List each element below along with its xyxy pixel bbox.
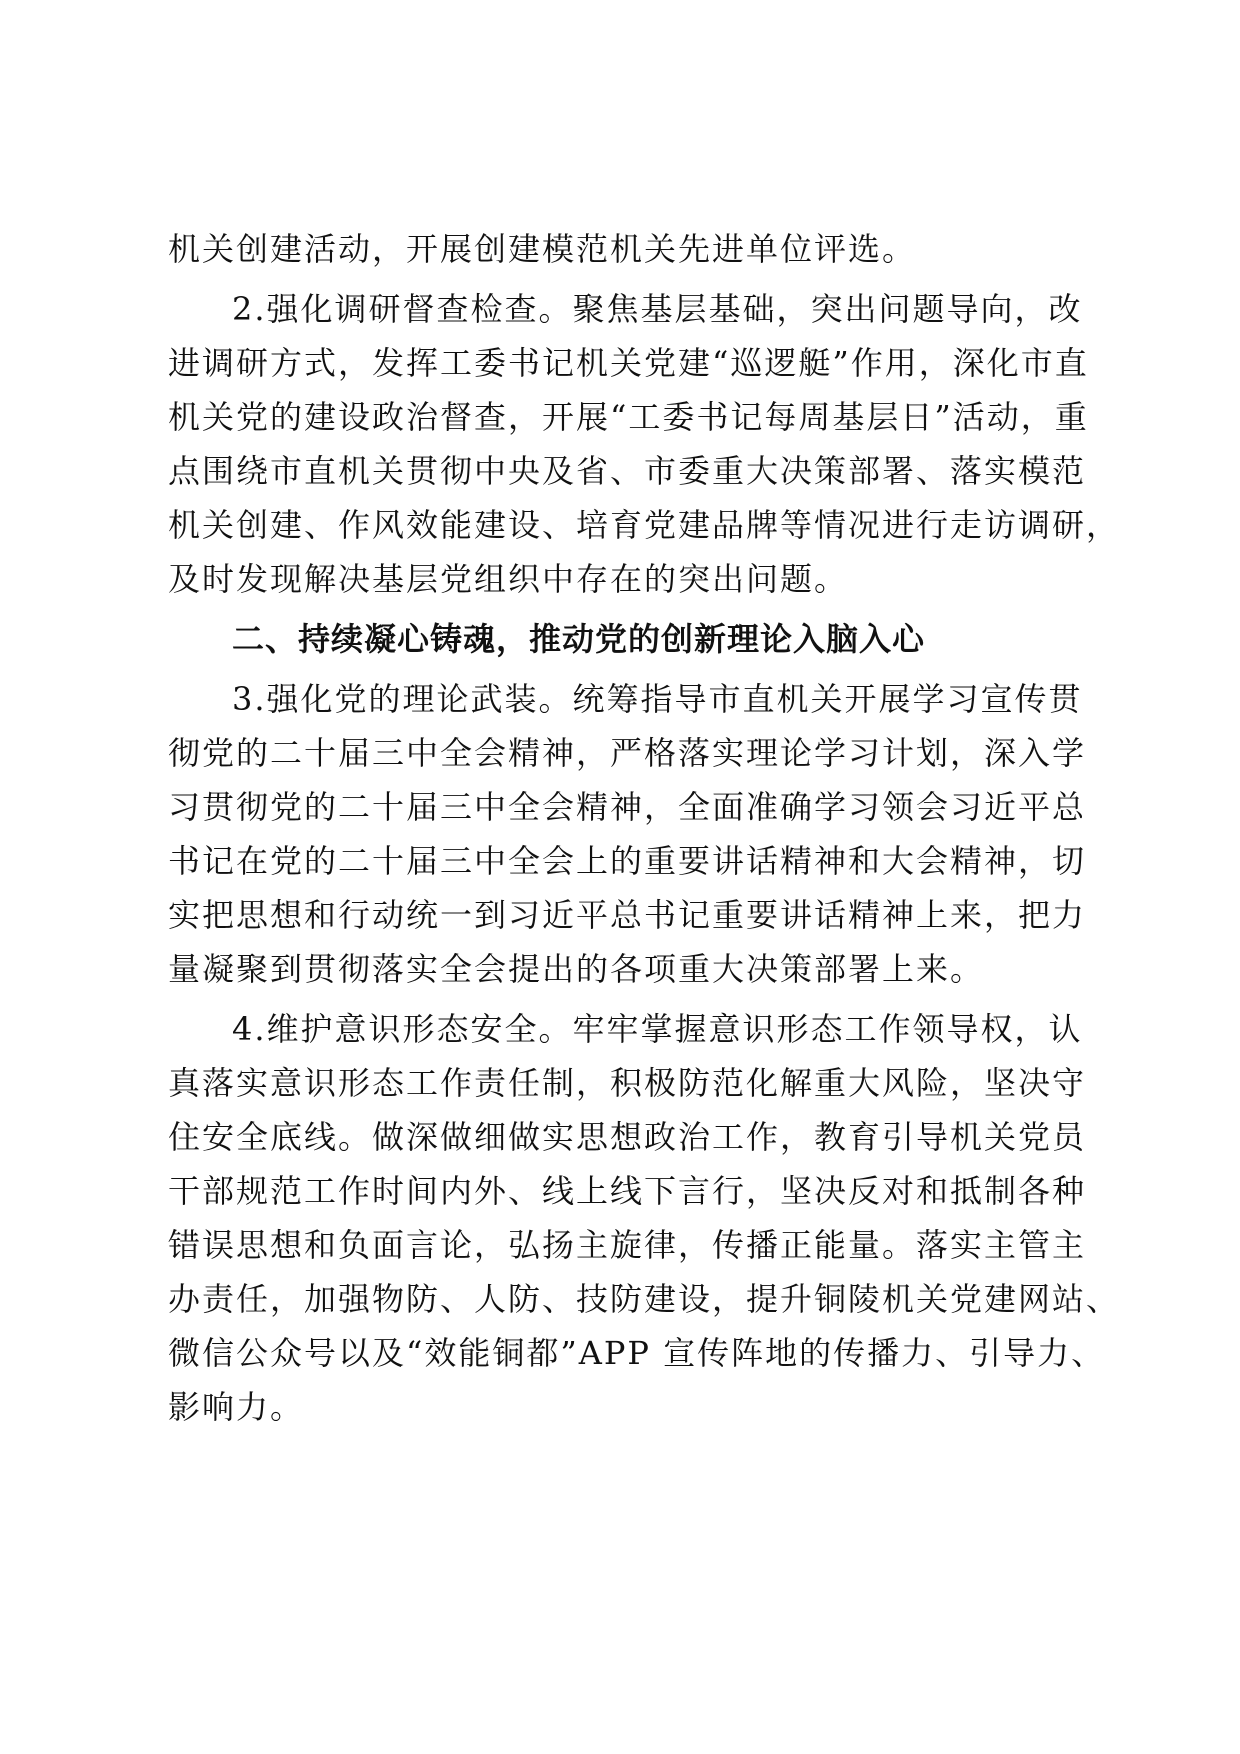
text-line: 真落实意识形态工作责任制，积极防范化解重大风险，坚决守	[168, 1064, 1087, 1102]
paragraph-continuation	[168, 222, 1098, 276]
text-line: 错误思想和负面言论，弘扬主旋律，传播正能量。落实主管主	[168, 1226, 1087, 1264]
text-line: 微信公众号以及“效能铜都”APP 宣传阵地的传播力、引导力、	[168, 1334, 1106, 1372]
text-line: 点围绕市直机关贯彻中央及省、市委重大决策部署、落实模范	[168, 452, 1087, 490]
text-line: 3.强化党的理论武装。统筹指导市直机关开展学习宣传贯	[232, 680, 1083, 718]
text-line: 习贯彻党的二十届三中全会精神，全面准确学习领会习近平总	[168, 788, 1087, 826]
paragraph-item-3	[168, 672, 1098, 996]
paragraph-item-4	[168, 1002, 1121, 1434]
paragraph-item-2	[168, 282, 1121, 606]
text-line: 彻党的二十届三中全会精神，严格落实理论学习计划，深入学	[168, 734, 1087, 772]
text-line: 2.强化调研督查检查。聚焦基层基础，突出问题导向，改	[232, 290, 1083, 328]
text-line: 干部规范工作时间内外、线上线下言行，坚决反对和抵制各种	[168, 1172, 1087, 1210]
text-line: 办责任，加强物防、人防、技防建设，提升铜陵机关党建网站、	[168, 1280, 1121, 1318]
text-line: 量凝聚到贯彻落实全会提出的各项重大决策部署上来。	[168, 950, 985, 988]
text-line: 及时发现解决基层党组织中存在的突出问题。	[168, 560, 849, 598]
text-line: 机关党的建设政治督查，开展“工委书记每周基层日”活动，重	[168, 398, 1089, 436]
document-body	[168, 222, 1121, 1434]
text-line: 机关创建活动，开展创建模范机关先进单位评选。	[168, 230, 917, 268]
section-heading: 二、持续凝心铸魂，推动党的创新理论入脑入心	[232, 620, 926, 658]
text-line: 书记在党的二十届三中全会上的重要讲话精神和大会精神，切	[168, 842, 1087, 880]
text-line: 机关创建、作风效能建设、培育党建品牌等情况进行走访调研，	[168, 506, 1121, 544]
text-line: 4.维护意识形态安全。牢牢掌握意识形态工作领导权，认	[232, 1010, 1083, 1048]
text-line: 住安全底线。做深做细做实思想政治工作，教育引导机关党员	[168, 1118, 1087, 1156]
text-line: 进调研方式，发挥工委书记机关党建“巡逻艇”作用，深化市直	[168, 344, 1089, 382]
section-heading-2	[168, 612, 1098, 666]
text-line: 影响力。	[168, 1388, 305, 1426]
text-line: 实把思想和行动统一到习近平总书记重要讲话精神上来，把力	[168, 896, 1087, 934]
